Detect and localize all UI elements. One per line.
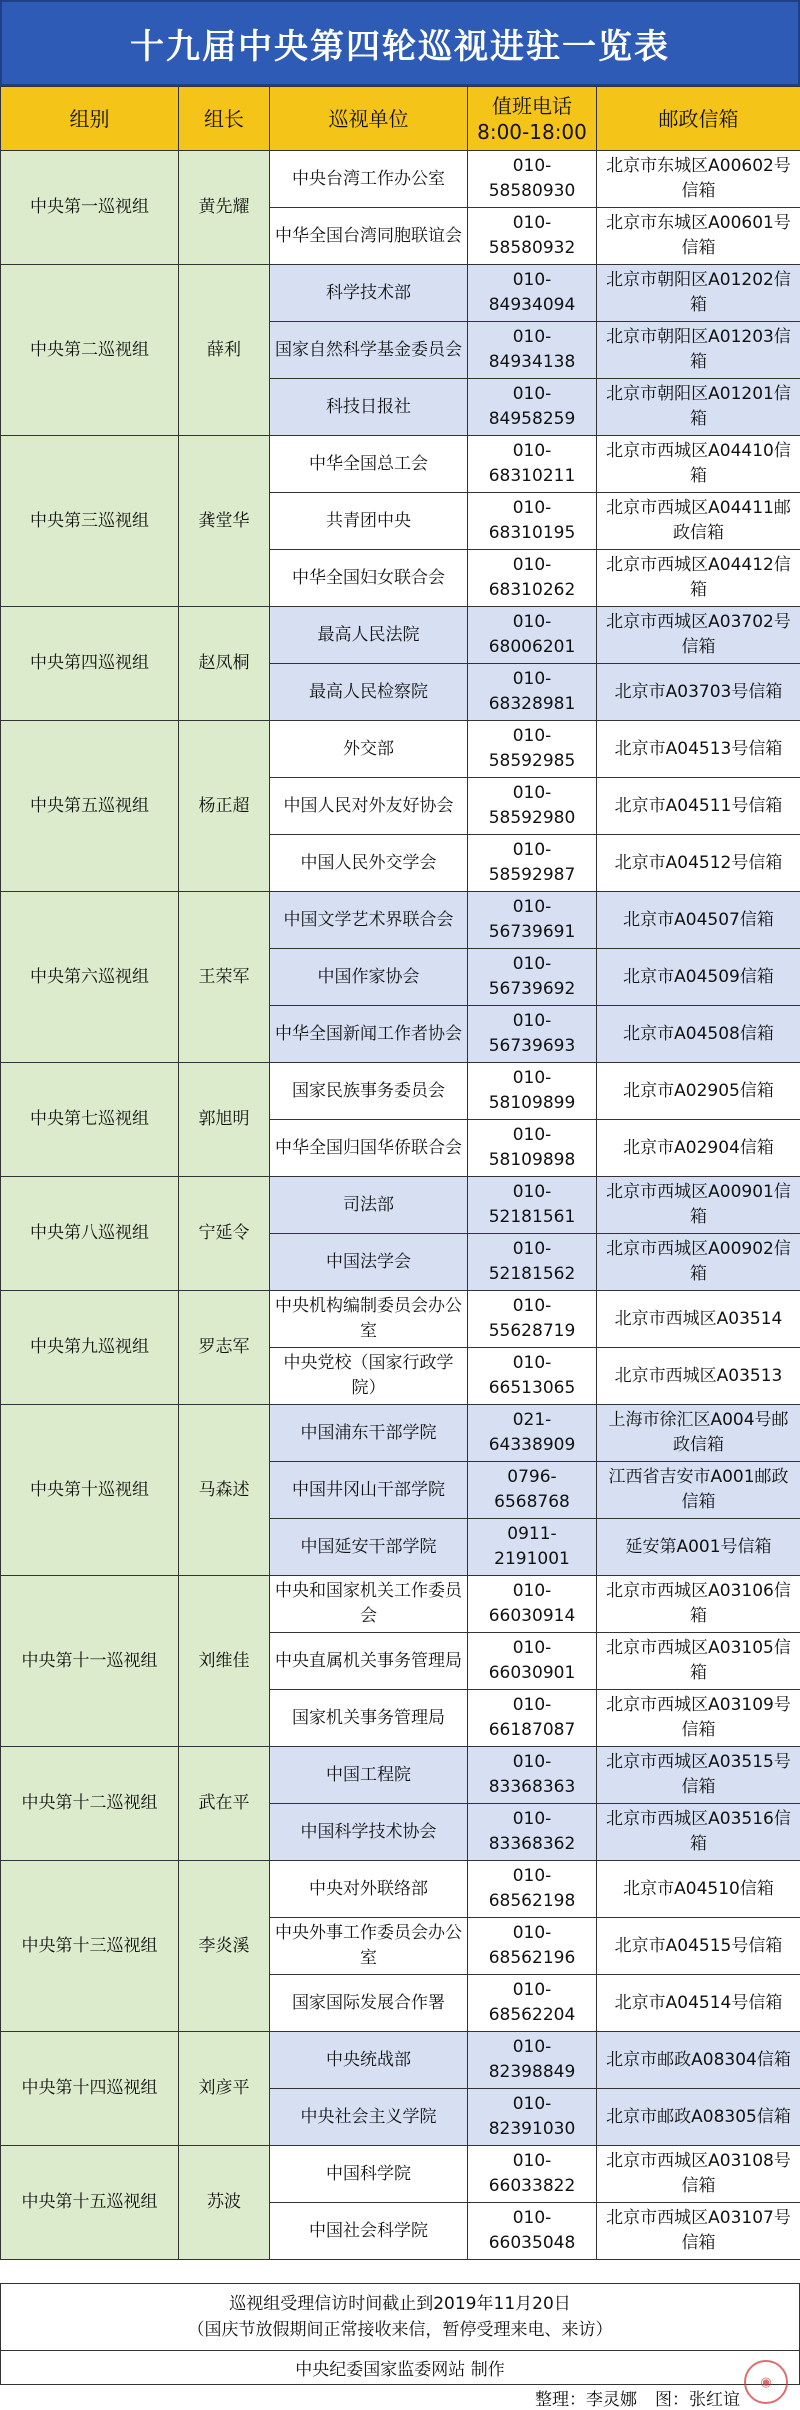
group-name-cell: 中央第二巡视组 [1, 265, 179, 436]
mailbox-cell: 北京市邮政A08305信箱 [597, 2089, 800, 2146]
header-mail: 邮政信箱 [597, 87, 800, 151]
mailbox-cell: 北京市东城区A00601号信箱 [597, 208, 800, 265]
unit-cell: 中国科学技术协会 [270, 1804, 468, 1861]
table-row [1, 607, 800, 664]
mailbox-cell: 北京市朝阳区A01202信箱 [597, 265, 800, 322]
unit-cell: 中央统战部 [270, 2032, 468, 2089]
phone-cell: 010-66187087 [468, 1690, 597, 1747]
header-phone-hours: 8:00-18:00 [477, 119, 587, 144]
unit-cell: 科技日报社 [270, 379, 468, 436]
unit-cell: 国家国际发展合作署 [270, 1975, 468, 2032]
mailbox-cell: 北京市A04515号信箱 [597, 1918, 800, 1975]
mailbox-cell: 北京市A02905信箱 [597, 1063, 800, 1120]
editor-credit: 整理：李灵娜 [535, 2390, 637, 2410]
table-row [1, 1861, 800, 1918]
leader-name-cell: 赵凤桐 [179, 607, 270, 721]
unit-cell: 中国井冈山干部学院 [270, 1462, 468, 1519]
phone-cell: 010-66035048 [468, 2203, 597, 2260]
table-row [1, 1063, 800, 1120]
leader-name-cell: 刘彦平 [179, 2032, 270, 2146]
phone-cell: 010-84934094 [468, 265, 597, 322]
leader-name-cell: 杨正超 [179, 721, 270, 892]
unit-cell: 中华全国归国华侨联合会 [270, 1120, 468, 1177]
unit-cell: 中国法学会 [270, 1234, 468, 1291]
unit-cell: 中国科学院 [270, 2146, 468, 2203]
phone-cell: 010-52181562 [468, 1234, 597, 1291]
table-row [1, 892, 800, 949]
phone-cell: 010-56739691 [468, 892, 597, 949]
unit-cell: 最高人民法院 [270, 607, 468, 664]
phone-cell: 010-56739693 [468, 1006, 597, 1063]
mailbox-cell: 延安第A001号信箱 [597, 1519, 800, 1576]
phone-cell: 010-68562204 [468, 1975, 597, 2032]
phone-cell: 010-58592980 [468, 778, 597, 835]
table-row [1, 436, 800, 493]
leader-name-cell: 马森述 [179, 1405, 270, 1576]
deadline-note-line2: （国庆节放假期间正常接收来信，暂停受理来电、来访） [187, 2320, 613, 2340]
unit-cell: 中华全国台湾同胞联谊会 [270, 208, 468, 265]
table-row [1, 2032, 800, 2089]
group-name-cell: 中央第十五巡视组 [1, 2146, 179, 2260]
phone-cell: 021-64338909 [468, 1405, 597, 1462]
mailbox-cell: 北京市A04507信箱 [597, 892, 800, 949]
phone-cell: 010-66030914 [468, 1576, 597, 1633]
header-leader: 组长 [179, 87, 270, 151]
leader-name-cell: 薛利 [179, 265, 270, 436]
phone-cell: 010-68310211 [468, 436, 597, 493]
unit-cell: 中央社会主义学院 [270, 2089, 468, 2146]
table-row [1, 1747, 800, 1804]
phone-cell: 010-68006201 [468, 607, 597, 664]
phone-cell: 010-58592985 [468, 721, 597, 778]
group-name-cell: 中央第三巡视组 [1, 436, 179, 607]
mailbox-cell: 北京市邮政A08304信箱 [597, 2032, 800, 2089]
unit-cell: 中国人民对外友好协会 [270, 778, 468, 835]
mailbox-cell: 上海市徐汇区A004号邮政信箱 [597, 1405, 800, 1462]
phone-cell: 010-58109899 [468, 1063, 597, 1120]
phone-cell: 010-52181561 [468, 1177, 597, 1234]
image-credit: 图：张红谊 [655, 2390, 740, 2410]
phone-cell: 010-84934138 [468, 322, 597, 379]
mailbox-cell: 北京市朝阳区A01203信箱 [597, 322, 800, 379]
unit-cell: 国家民族事务委员会 [270, 1063, 468, 1120]
phone-cell: 010-66033822 [468, 2146, 597, 2203]
phone-cell: 010-68562196 [468, 1918, 597, 1975]
table-row [1, 1576, 800, 1633]
table-row [1, 1177, 800, 1234]
phone-cell: 010-66030901 [468, 1633, 597, 1690]
unit-cell: 最高人民检察院 [270, 664, 468, 721]
group-name-cell: 中央第九巡视组 [1, 1291, 179, 1405]
unit-cell: 中国延安干部学院 [270, 1519, 468, 1576]
group-name-cell: 中央第八巡视组 [1, 1177, 179, 1291]
phone-cell: 010-68328981 [468, 664, 597, 721]
mailbox-cell: 北京市朝阳区A01201信箱 [597, 379, 800, 436]
phone-cell: 0796-6568768 [468, 1462, 597, 1519]
header-phone-label: 值班电话 [492, 93, 572, 118]
unit-cell: 中华全国妇女联合会 [270, 550, 468, 607]
group-name-cell: 中央第五巡视组 [1, 721, 179, 892]
watermark-logo-icon: ◉ [744, 2360, 788, 2404]
mailbox-cell: 北京市西城区A04412信箱 [597, 550, 800, 607]
mailbox-cell: 北京市东城区A00602号信箱 [597, 151, 800, 208]
phone-cell: 010-58109898 [468, 1120, 597, 1177]
mailbox-cell: 北京市西城区A03514 [597, 1291, 800, 1348]
phone-cell: 010-83368362 [468, 1804, 597, 1861]
phone-cell: 0911-2191001 [468, 1519, 597, 1576]
mailbox-cell: 北京市西城区A03702号信箱 [597, 607, 800, 664]
deadline-note [0, 2283, 800, 2351]
group-name-cell: 中央第七巡视组 [1, 1063, 179, 1177]
phone-cell: 010-83368363 [468, 1747, 597, 1804]
table-row [1, 265, 800, 322]
table-row [1, 1291, 800, 1348]
phone-cell: 010-58580930 [468, 151, 597, 208]
mailbox-cell: 北京市西城区A03516信箱 [597, 1804, 800, 1861]
maker-note: 中央纪委国家监委网站 制作 [0, 2351, 800, 2385]
phone-cell: 010-66513065 [468, 1348, 597, 1405]
credit-line [0, 2385, 800, 2410]
leader-name-cell: 王荣军 [179, 892, 270, 1063]
unit-cell: 中央外事工作委员会办公室 [270, 1918, 468, 1975]
table-row [1, 1405, 800, 1462]
mailbox-cell: 北京市A02904信箱 [597, 1120, 800, 1177]
unit-cell: 中央机构编制委员会办公室 [270, 1291, 468, 1348]
leader-name-cell: 苏波 [179, 2146, 270, 2260]
mailbox-cell: 北京市A04514号信箱 [597, 1975, 800, 2032]
mailbox-cell: 北京市A04510信箱 [597, 1861, 800, 1918]
unit-cell: 中华全国总工会 [270, 436, 468, 493]
mailbox-cell: 北京市西城区A03513 [597, 1348, 800, 1405]
unit-cell: 科学技术部 [270, 265, 468, 322]
mailbox-cell: 北京市西城区A03105信箱 [597, 1633, 800, 1690]
phone-cell: 010-58580932 [468, 208, 597, 265]
phone-cell: 010-68562198 [468, 1861, 597, 1918]
table-row [1, 721, 800, 778]
mailbox-cell: 北京市西城区A03109号信箱 [597, 1690, 800, 1747]
phone-cell: 010-82391030 [468, 2089, 597, 2146]
phone-cell: 010-82398849 [468, 2032, 597, 2089]
leader-name-cell: 罗志军 [179, 1291, 270, 1405]
unit-cell: 中央直属机关事务管理局 [270, 1633, 468, 1690]
unit-cell: 中国工程院 [270, 1747, 468, 1804]
table-row [1, 2146, 800, 2203]
mailbox-cell: 北京市A04509信箱 [597, 949, 800, 1006]
mailbox-cell: 北京市西城区A03515号信箱 [597, 1747, 800, 1804]
leader-name-cell: 刘维佳 [179, 1576, 270, 1747]
phone-cell: 010-56739692 [468, 949, 597, 1006]
unit-cell: 中央和国家机关工作委员会 [270, 1576, 468, 1633]
leader-name-cell: 李炎溪 [179, 1861, 270, 2032]
phone-cell: 010-68310262 [468, 550, 597, 607]
table-body [1, 151, 800, 2260]
mailbox-cell: 北京市西城区A00901信箱 [597, 1177, 800, 1234]
mailbox-cell: 北京市A04512号信箱 [597, 835, 800, 892]
group-name-cell: 中央第十四巡视组 [1, 2032, 179, 2146]
header-unit: 巡视单位 [270, 87, 468, 151]
leader-name-cell: 黄先耀 [179, 151, 270, 265]
mailbox-cell: 北京市西城区A00902信箱 [597, 1234, 800, 1291]
group-name-cell: 中央第四巡视组 [1, 607, 179, 721]
unit-cell: 共青团中央 [270, 493, 468, 550]
group-name-cell: 中央第十一巡视组 [1, 1576, 179, 1747]
header-phone [468, 87, 597, 151]
group-name-cell: 中央第一巡视组 [1, 151, 179, 265]
mailbox-cell: 北京市A03703号信箱 [597, 664, 800, 721]
unit-cell: 司法部 [270, 1177, 468, 1234]
mailbox-cell: 北京市西城区A04410信箱 [597, 436, 800, 493]
unit-cell: 中国作家协会 [270, 949, 468, 1006]
group-name-cell: 中央第六巡视组 [1, 892, 179, 1063]
mailbox-cell: 北京市西城区A04411邮政信箱 [597, 493, 800, 550]
mailbox-cell: 北京市A04513号信箱 [597, 721, 800, 778]
group-name-cell: 中央第十三巡视组 [1, 1861, 179, 2032]
phone-cell: 010-58592987 [468, 835, 597, 892]
unit-cell: 中国人民外交学会 [270, 835, 468, 892]
unit-cell: 中国文学艺术界联合会 [270, 892, 468, 949]
header-group: 组别 [1, 87, 179, 151]
unit-cell: 中国浦东干部学院 [270, 1405, 468, 1462]
mailbox-cell: 江西省吉安市A001邮政信箱 [597, 1462, 800, 1519]
unit-cell: 外交部 [270, 721, 468, 778]
unit-cell: 中央党校（国家行政学院） [270, 1348, 468, 1405]
unit-cell: 中国社会科学院 [270, 2203, 468, 2260]
unit-cell: 中央对外联络部 [270, 1861, 468, 1918]
phone-cell: 010-84958259 [468, 379, 597, 436]
inspection-table [0, 86, 800, 2260]
mailbox-cell: 北京市A04508信箱 [597, 1006, 800, 1063]
unit-cell: 国家机关事务管理局 [270, 1690, 468, 1747]
unit-cell: 中央台湾工作办公室 [270, 151, 468, 208]
unit-cell: 国家自然科学基金委员会 [270, 322, 468, 379]
mailbox-cell: 北京市西城区A03107号信箱 [597, 2203, 800, 2260]
leader-name-cell: 郭旭明 [179, 1063, 270, 1177]
phone-cell: 010-55628719 [468, 1291, 597, 1348]
mailbox-cell: 北京市西城区A03106信箱 [597, 1576, 800, 1633]
deadline-note-line1: 巡视组受理信访时间截止到2019年11月20日 [229, 2294, 571, 2314]
unit-cell: 中华全国新闻工作者协会 [270, 1006, 468, 1063]
group-name-cell: 中央第十巡视组 [1, 1405, 179, 1576]
leader-name-cell: 宁延令 [179, 1177, 270, 1291]
table-row [1, 151, 800, 208]
table-header-row [1, 87, 800, 151]
page-title: 十九届中央第四轮巡视进驻一览表 [0, 0, 800, 86]
leader-name-cell: 龚堂华 [179, 436, 270, 607]
mailbox-cell: 北京市西城区A03108号信箱 [597, 2146, 800, 2203]
group-name-cell: 中央第十二巡视组 [1, 1747, 179, 1861]
leader-name-cell: 武在平 [179, 1747, 270, 1861]
phone-cell: 010-68310195 [468, 493, 597, 550]
mailbox-cell: 北京市A04511号信箱 [597, 778, 800, 835]
